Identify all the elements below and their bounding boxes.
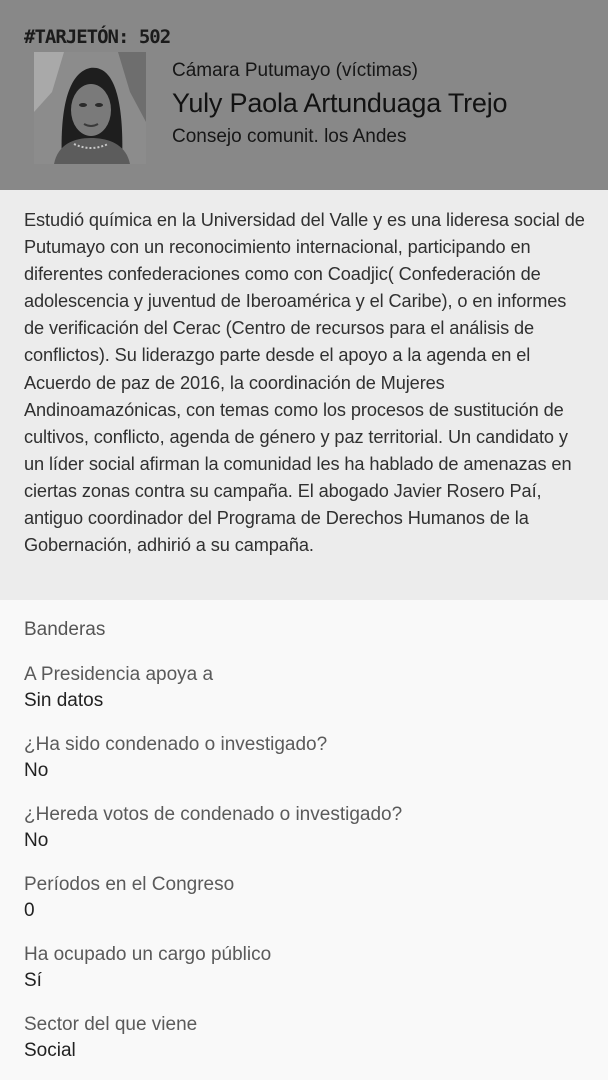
- fact-presidency-support: [24, 664, 213, 712]
- fact-convicted: [24, 734, 327, 782]
- bio-section: [0, 190, 608, 600]
- fact-value: Sin datos: [24, 690, 104, 711]
- fact-value: Social: [24, 1040, 76, 1061]
- fact-public-office: [24, 944, 271, 992]
- fact-inherits-votes: [24, 804, 402, 852]
- fact-congress-periods: [24, 874, 234, 922]
- facts-section: [0, 600, 608, 1080]
- fact-label: Períodos en el Congreso: [24, 874, 235, 895]
- ballot-number: #TARJETÓN: 502: [24, 26, 171, 48]
- fact-value: Sí: [24, 970, 42, 991]
- party-label: Consejo comunit. los Andes: [172, 126, 407, 147]
- fact-value: No: [24, 760, 49, 781]
- candidate-name: Yuly Paola Artunduaga Trejo: [172, 88, 508, 118]
- fact-label: A Presidencia apoya a: [24, 664, 214, 685]
- candidate-header: [0, 0, 608, 190]
- fact-value: 0: [24, 900, 35, 921]
- fact-label: ¿Hereda votos de condenado o investigado?: [24, 804, 403, 825]
- fact-label: Sector del que viene: [24, 1014, 198, 1035]
- fact-label: ¿Ha sido condenado o investigado?: [24, 734, 328, 755]
- fact-value: No: [24, 830, 49, 851]
- fact-label: Ha ocupado un cargo público: [24, 944, 272, 965]
- bio-text: Estudió química en la Universidad del Valle y es una lideresa social de Putumayo con un reconocimiento internacional, participando en diferentes confederaciones como con Coadjic( Confederación de adolescencia y juventud de Iberoamérica y el Caribe), o en informes de verificación del Cerac (Centro de recursos para el análisis de conflictos). Su liderazgo parte desde el apoyo a la agenda en el Acuerdo de paz de 2016, la coordinación de Mujeres Andinoamazónicas, con temas como los procesos de sustitución de cultivos, conflicto, agenda de género y paz territorial. Un candidato y un líder social afirman la comunidad les ha hablado de amenazas en ciertas zonas contra su campaña. El abogado Javier Rosero Paí, antiguo coordinador del Programa de Derechos Humanos de la Gobernación, adhirió a su campaña.: [24, 210, 585, 556]
- banderas-heading: Banderas: [24, 619, 106, 640]
- fact-sector: [24, 1014, 197, 1062]
- chamber-label: Cámara Putumayo (víctimas): [172, 60, 419, 81]
- candidate-photo: [34, 52, 146, 164]
